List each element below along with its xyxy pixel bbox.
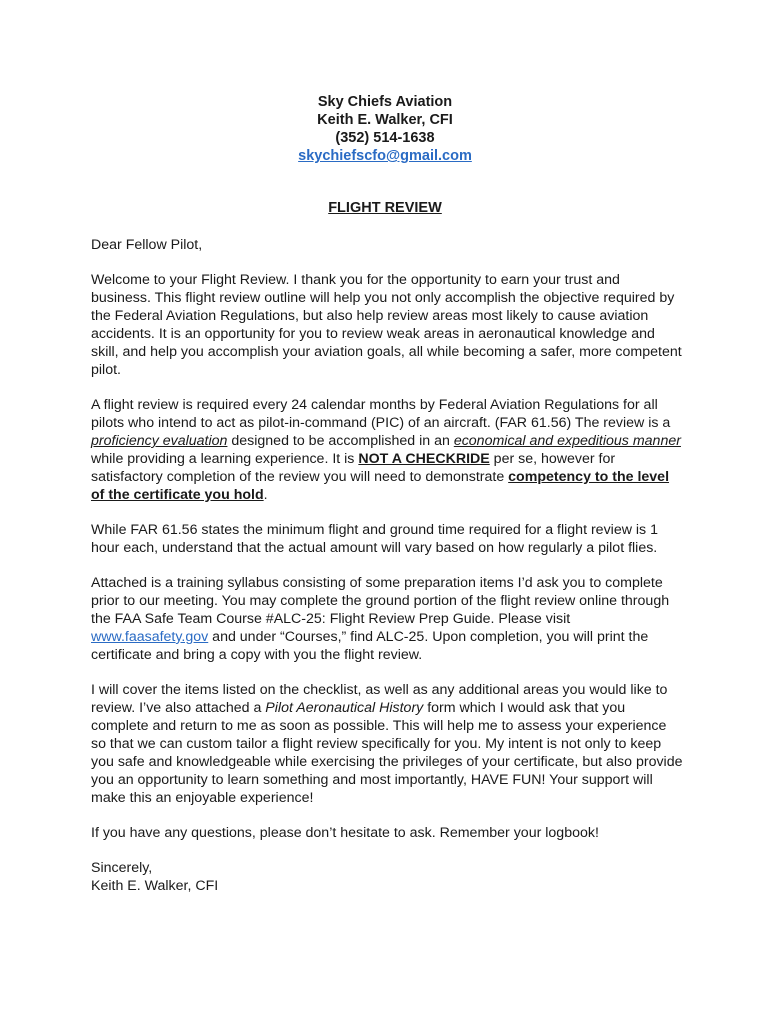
phone-number: (352) 514-1638 [335,130,435,146]
paragraph-time: While FAR 61.56 states the minimum flight and ground time required for a flight review is 1 hour each, understand that the actual amount will vary based on how regularly a pilot flies. [91,522,658,556]
letter-body [91,236,683,895]
emphasis-not-checkride: NOT A CHECKRIDE [358,451,490,467]
paragraph-syllabus [91,574,683,664]
text-span: . [263,487,268,503]
text-span: per se, however for satisfactory completion of the review you will need to demonstrate [91,451,616,485]
company-name: Sky Chiefs Aviation [317,94,453,110]
closing [91,859,683,895]
paragraph-questions: If you have any questions, please don’t hesitate to ask. Remember your logbook! [91,825,599,841]
salutation: Dear Fellow Pilot, [91,237,203,253]
text-span: I will cover the items listed on the checklist, as well as any additional areas you would like to review. I’ve also attached a [91,682,668,716]
email-link[interactable]: skychiefscfo@gmail.com [298,148,472,164]
letterhead [0,93,770,165]
emphasis-economical: economical and expeditious manner [453,433,681,449]
text-span: form which I would ask that you complete and return to me as soon as possible. This will help me to assess your experience so that we can custom tailor a flight review specifically for you. My intent is not only to keep you safe and knowledgeable while exercising the privileges of your certificate, but also provide you an opportunity to learn something and most importantly, HAVE FUN! Your support will make this an enjoyable experience! [91,700,683,806]
emphasis-competency: competency to the level of the certificate you hold [91,469,670,503]
paragraph-welcome: Welcome to your Flight Review. I thank you for the opportunity to earn your trust and business. This flight review outline will help you not only accomplish the objective required by the Federal Aviation Regulations, but also help review areas most likely to cause aviation accidents. It is an opportunity for you to review weak areas in aeronautical knowledge and skill, and help you accomplish your aviation goals, all while becoming a safer, more competent pilot. [91,272,682,378]
emphasis-history-form: Pilot Aeronautical History [265,700,424,716]
text-span: and under “Courses,” find ALC-25. Upon completion, you will print the certificate and bring a copy with you the flight review. [91,629,649,663]
text-span: designed to be accomplished in an [227,433,454,449]
closing-text: Sincerely, [91,860,153,876]
paragraph-requirement [91,396,683,504]
document-title: FLIGHT REVIEW [328,200,442,216]
text-span: while providing a learning experience. It is [91,451,359,467]
paragraph-checklist [91,681,683,807]
text-span: A flight review is required every 24 calendar months by Federal Aviation Regulations for all pilots who intend to act as pilot-in-command (PIC) of an aircraft. (FAR 61.56) The review is a [91,397,671,431]
emphasis-proficiency: proficiency evaluation [91,433,228,449]
text-span: Attached is a training syllabus consisting of some preparation items I’d ask you to complete prior to our meeting. You may complete the ground portion of the flight review online through the FAA Safe Team Course #ALC-25: Flight Review Prep Guide. Please visit [91,575,670,627]
instructor-name: Keith E. Walker, CFI [317,112,453,128]
signature: Keith E. Walker, CFI [91,878,219,894]
faasafety-link[interactable]: www.faasafety.gov [91,629,209,645]
